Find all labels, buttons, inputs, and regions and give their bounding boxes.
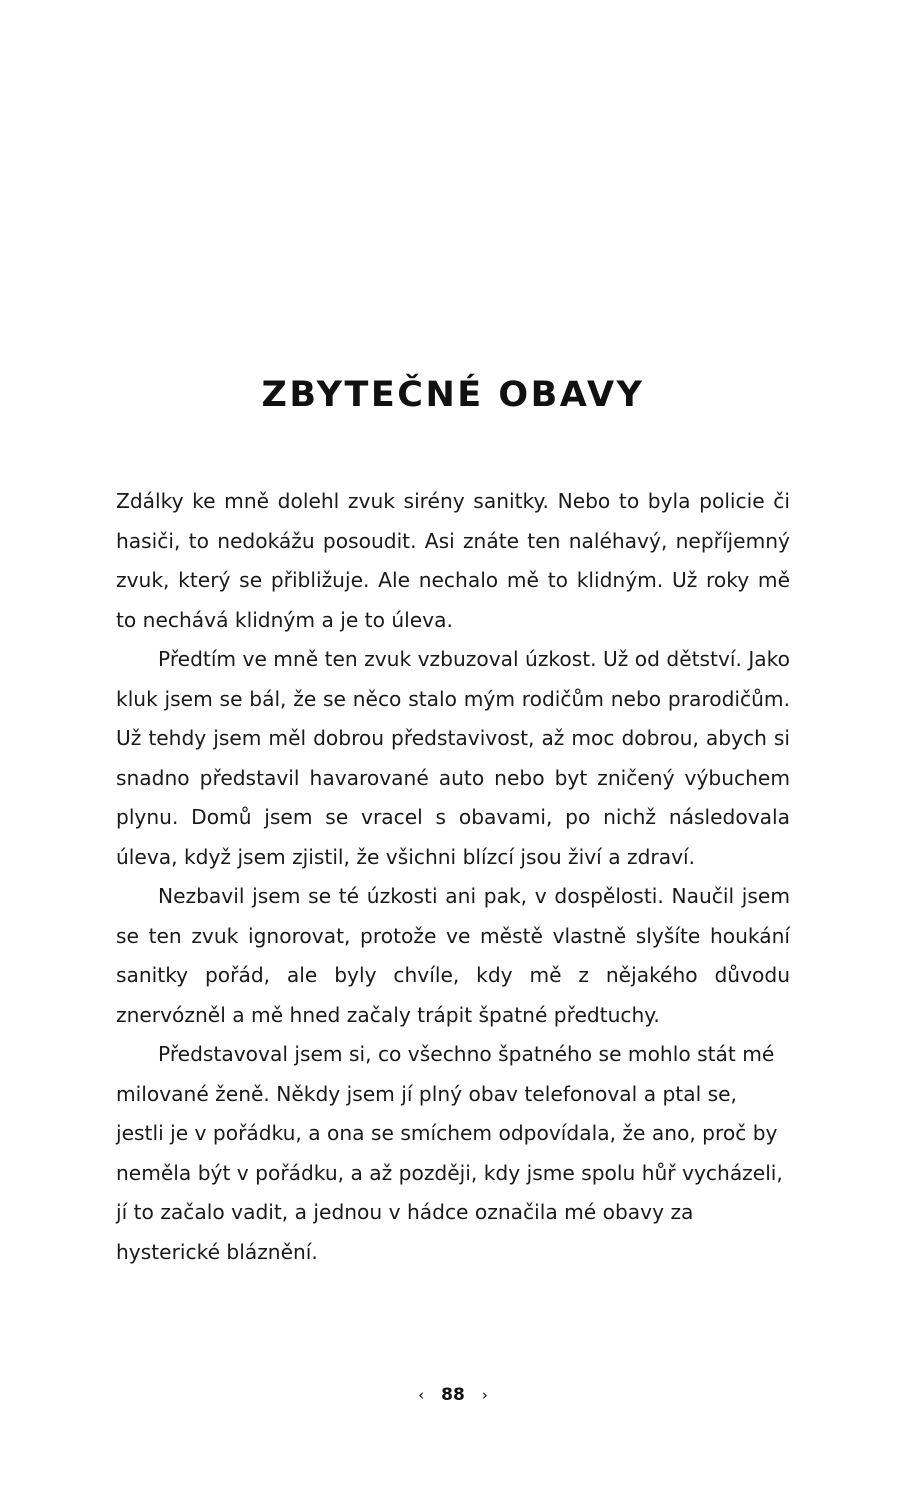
body-text: [116, 482, 790, 1272]
page-number: 88: [441, 1385, 465, 1405]
paragraph: Předtím ve mně ten zvuk vzbuzoval úzkost. Už od dětství. Jako kluk jsem se bál, že se něco stalo mým rodičům nebo prarodičům. Už tehdy jsem měl dobrou představivost, až moc dobrou, abych si snadno představil havarované auto nebo byt zničený výbuchem plynu. Domů jsem se vracel s obavami, po nichž následovala úleva, když jsem zjistil, že všichni blízcí jsou živí a zdraví.: [116, 647, 791, 869]
next-page-arrow-icon[interactable]: ›: [481, 1386, 488, 1404]
paragraph: Představoval jsem si, co všechno špatného se mohlo stát mé milované ženě. Někdy jsem jí plný obav telefonoval a ptal se, jestli je v pořádku, a ona se smíchem odpovídala, že ano, proč by neměla být v pořádku, a až později, kdy jsme spolu hůř vycházeli, jí to začalo vadit, a jednou v hádce označila mé obavy za hysterické bláznění.: [116, 1042, 783, 1264]
chapter-title: ZBYTEČNÉ OBAVY: [261, 375, 645, 416]
page-footer: [0, 1385, 906, 1405]
paragraph: Nezbavil jsem se té úzkosti ani pak, v dospělosti. Naučil jsem se ten zvuk ignorovat, protože ve městě vlastně slyšíte houkání sanitky pořád, ale byly chvíle, kdy mě z nějakého důvodu znervózněl a mě hned začaly trápit špatné předtuchy.: [116, 884, 790, 1027]
previous-page-arrow-icon[interactable]: ‹: [418, 1386, 425, 1404]
paragraph: Zdálky ke mně dolehl zvuk sirény sanitky. Nebo to byla policie či hasiči, to nedokážu posoudit. Asi znáte ten naléhavý, nepříjemný zvuk, který se přibližuje. Ale nechalo mě to klidným. Už roky mě to nechává klidným a je to úleva.: [116, 489, 790, 632]
